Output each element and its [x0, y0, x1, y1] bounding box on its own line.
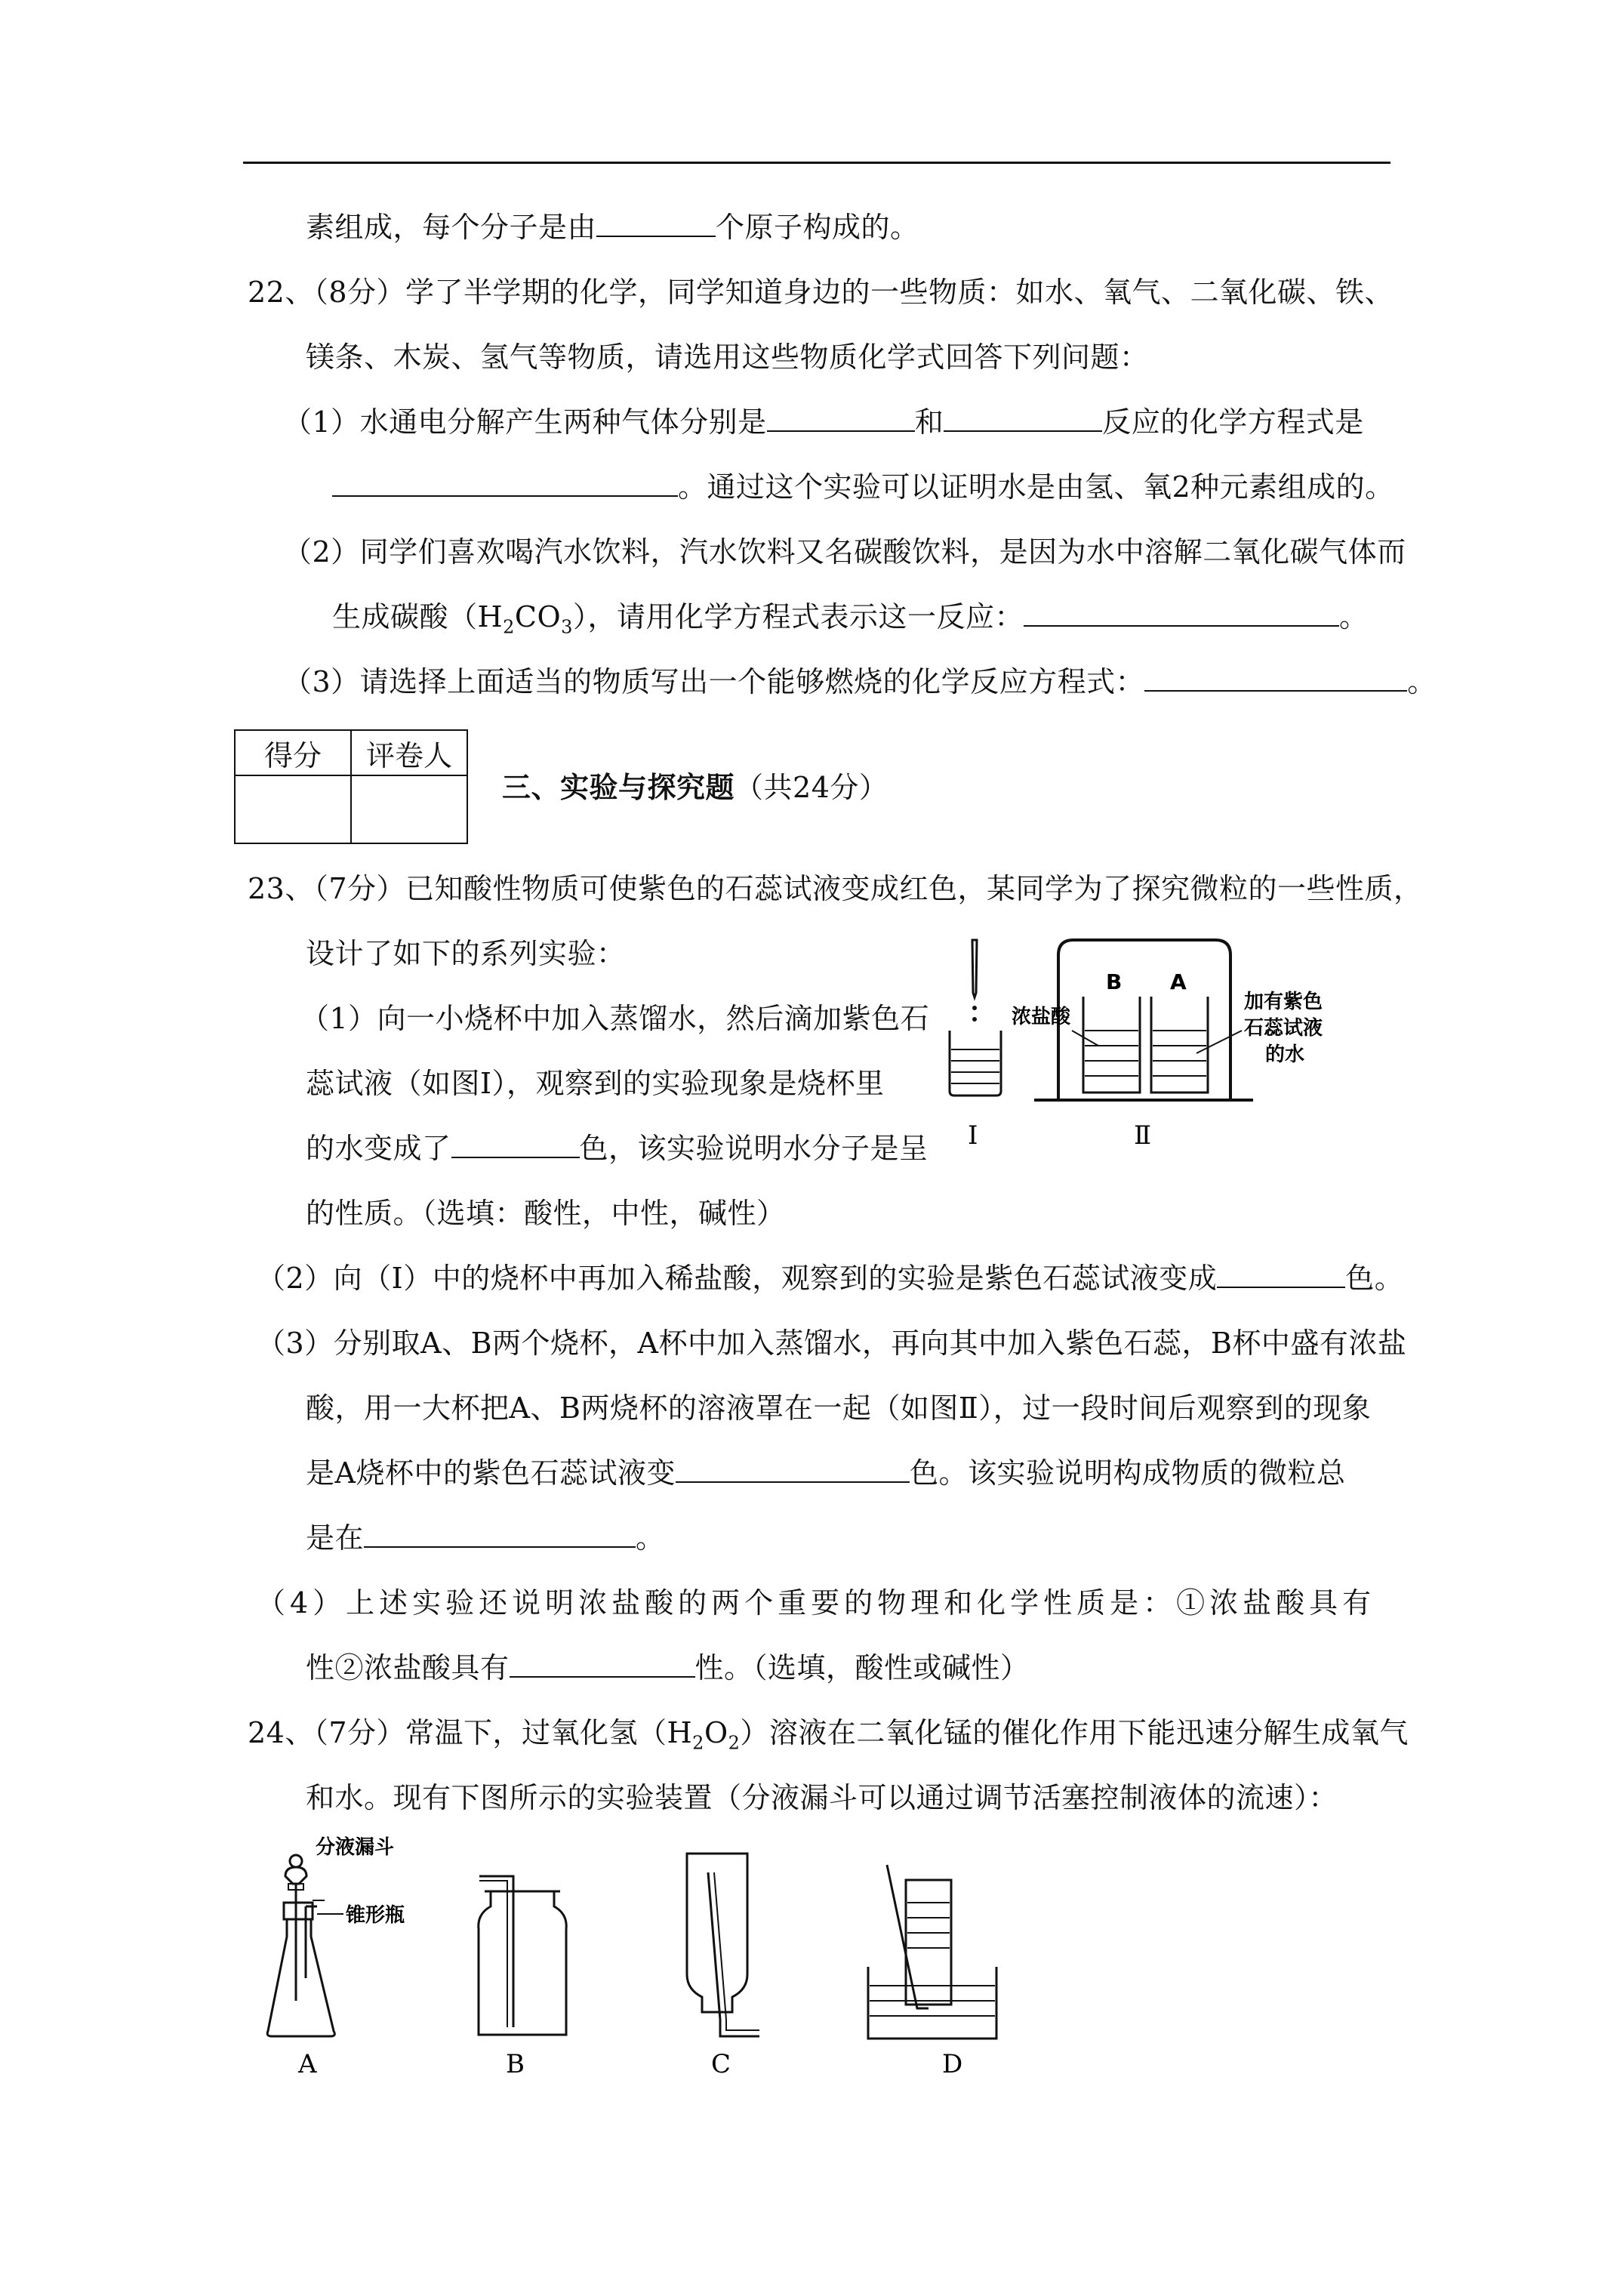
gas-jar-downward-icon — [687, 1854, 759, 2036]
figure-23 — [921, 925, 1389, 1174]
score-table — [234, 729, 468, 844]
apparatus-label-a: A — [298, 2049, 317, 2079]
question-23-stem-cont: 设计了如下的系列实验： — [306, 937, 626, 970]
label-litmus-3: 的水 — [1265, 1043, 1305, 1066]
answer-blank[interactable] — [332, 470, 678, 497]
text-line: 素组成，每个分子是由 个原子构成的。 — [306, 211, 919, 244]
question-23-part4-cont: 性②浓盐酸具有 性。（选填，酸性或碱性） — [306, 1651, 1030, 1684]
section-3-heading: 三、实验与探究题（共24分） — [502, 770, 888, 804]
question-23-part1-cont: 蕊试液（如图Ⅰ），观察到的实验现象是烧杯里 — [306, 1067, 885, 1100]
answer-blank[interactable] — [767, 405, 915, 432]
question-22-part2: （2）同学们喜欢喝汽水饮料，汽水饮料又名碳酸饮料，是因为水中溶解二氧化碳气体而 — [283, 535, 1406, 569]
question-23-part3-cont: 是在 。 — [306, 1521, 665, 1555]
figure-label-II: Ⅱ — [1134, 1120, 1152, 1151]
question-24-stem-cont: 和水。现有下图所示的实验装置（分液漏斗可以通过调节活塞控制液体的流速）： — [306, 1781, 1338, 1814]
question-23-part1: （1）向一小烧杯中加入蒸馏水，然后滴加紫色石 — [300, 1002, 930, 1035]
question-22-part3: （3）请选择上面适当的物质写出一个能够燃烧的化学反应方程式： 。 — [283, 665, 1437, 698]
question-23-part1-cont: 的性质。（选填：酸性，中性，碱性） — [306, 1197, 786, 1230]
question-22-part1-cont: 。通过这个实验可以证明水是由氢、氧2种元素组成的。 — [332, 467, 1394, 507]
question-23-part2: （2）向（Ⅰ）中的烧杯中再加入稀盐酸，观察到的实验是紫色石蕊试液变成 色。 — [257, 1262, 1404, 1295]
question-23-stem: 23、（7分）已知酸性物质可使紫色的石蕊试液变成红色，某同学为了探究微粒的一些性质， — [248, 872, 1423, 905]
question-23-part3-cont: 酸，用一大杯把A、B两烧杯的溶液罩在一起（如图Ⅱ），过一段时间后观察到的现象 — [306, 1391, 1372, 1425]
label-flask: 锥形瓶 — [346, 1904, 405, 1927]
label-a: A — [1170, 969, 1187, 994]
figure-label-I: Ⅰ — [968, 1120, 978, 1151]
beaker-b-icon — [1083, 997, 1140, 1093]
question-23-part3: （3）分别取A、B两个烧杯，A杯中加入蒸馏水，再向其中加入紫色石蕊，B杯中盛有浓盐 — [257, 1327, 1407, 1360]
answer-blank[interactable] — [451, 1131, 580, 1158]
score-header: 得分 — [235, 730, 351, 775]
apparatus-label-b: B — [506, 2049, 525, 2079]
beaker-a-icon — [1151, 997, 1208, 1093]
question-24-stem: 24、（7分）常温下，过氧化氢$(H_2O_2)$溶液在二氧化锰的催化作用下能迅速分解生成氧气 — [248, 1716, 1409, 1754]
grader-cell[interactable] — [351, 775, 467, 843]
apparatus-label-d: D — [942, 2049, 963, 2079]
grader-header: 评卷人 — [351, 730, 467, 775]
answer-blank[interactable] — [596, 210, 716, 237]
figure-24 — [249, 1831, 1079, 2080]
question-22-part1: （1）水通电分解产生两种气体分别是 和 反应的化学方程式是 — [283, 405, 1364, 439]
question-23-part4: （4）上述实验还说明浓盐酸的两个重要的物理和化学性质是：①浓盐酸具有 — [257, 1586, 1376, 1620]
gas-jar-upward-icon — [479, 1876, 566, 2035]
answer-blank[interactable] — [1217, 1261, 1345, 1288]
answer-blank[interactable] — [1144, 664, 1407, 692]
label-b: B — [1106, 969, 1123, 994]
question-23-part3-cont: 是A烧杯中的紫色石蕊试液变 色。该实验说明构成物质的微粒总 — [306, 1456, 1346, 1490]
answer-blank[interactable] — [944, 405, 1102, 432]
answer-blank[interactable] — [676, 1456, 910, 1483]
header-rule — [243, 162, 1390, 164]
beaker-icon — [950, 1031, 1001, 1096]
water-displacement-icon — [868, 1865, 996, 2039]
answer-blank[interactable] — [510, 1650, 695, 1678]
answer-blank[interactable] — [364, 1521, 636, 1548]
question-22-part2-cont: 生成碳酸$(H_2CO_3)$，请用化学方程式表示这一反应： 。 — [332, 600, 1369, 638]
question-23-part1-cont: 的水变成了 色，该实验说明水分子是呈 — [306, 1132, 929, 1165]
label-litmus-2: 石蕊试液 — [1244, 1017, 1323, 1040]
label-conc-hcl: 浓盐酸 — [1012, 1006, 1071, 1028]
label-litmus-1: 加有紫色 — [1244, 991, 1323, 1013]
apparatus-label-c: C — [711, 2049, 731, 2079]
question-22-stem: 22、（8分）学了半学期的化学，同学知道身边的一些物质：如水、氧气、二氧化碳、铁、 — [248, 276, 1394, 309]
dropper-icon — [972, 940, 977, 1022]
label-funnel: 分液漏斗 — [316, 1836, 395, 1859]
conical-flask-with-funnel-icon — [267, 1855, 334, 2036]
answer-blank[interactable] — [1024, 599, 1339, 627]
question-22-stem-cont: 镁条、木炭、氢气等物质，请选用这些物质化学式回答下列问题： — [306, 341, 1149, 374]
score-cell[interactable] — [235, 775, 351, 843]
